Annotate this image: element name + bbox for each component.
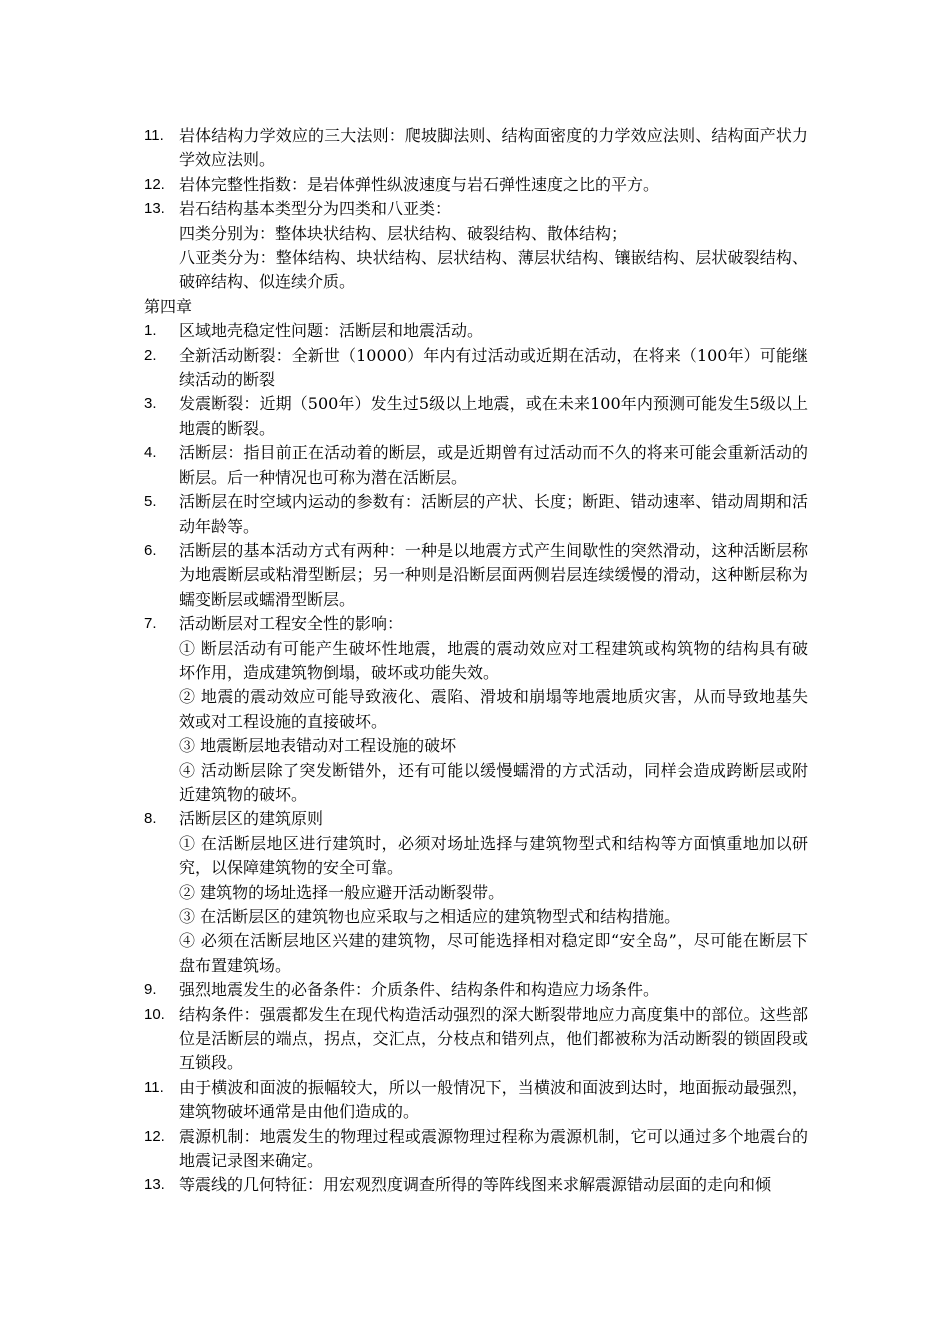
- sub-paragraph: ④ 活动断层除了突发断错外，还有可能以缓慢蠕滑的方式活动，同样会造成跨断层或附近建筑物的破坏。: [179, 760, 808, 804]
- list-item: [144, 344, 808, 393]
- item-text: 活断层区的建筑原则: [179, 809, 324, 829]
- item-number: 11.: [144, 127, 164, 144]
- item-number: 13.: [144, 1176, 165, 1194]
- item-text: 活动断层对工程安全性的影响：: [179, 614, 404, 634]
- item-number: 12.: [144, 1127, 165, 1145]
- sub-paragraph: ③ 在活断层区的建筑物也应采取与之相适应的建筑物型式和结构措施。: [179, 907, 681, 926]
- list-item: [144, 539, 808, 612]
- list-item: [144, 490, 808, 539]
- item-text: 发震断裂：近期（500年）发生过5级以上地震，或在未来100年内预测可能发生5级以上地震的断裂。: [179, 394, 808, 438]
- item-number: 10.: [144, 1005, 165, 1023]
- item-text: 活断层的基本活动方式有两种：一种是以地震方式产生间歇性的突然滑动，这种活断层称为地震断层或粘滑型断层；另一种则是沿断层面两侧岩层连续缓慢的滑动，这种断层称为蠕变断层或蠕滑型断层。: [179, 540, 808, 609]
- sub-paragraph: ② 建筑物的场址选择一般应避开活动断裂带。: [179, 882, 505, 902]
- list-item: [144, 1076, 808, 1125]
- item-text: 岩石结构基本类型分为四类和八亚类：: [179, 199, 452, 219]
- chapter-heading: 第四章: [144, 296, 193, 316]
- list-item: [144, 124, 808, 173]
- list-item: [144, 1173, 808, 1197]
- item-text: 震源机制：地震发生的物理过程或震源物理过程称为震源机制，它可以通过多个地震台的地震记录图来确定。: [179, 1126, 808, 1171]
- item-number: 6.: [144, 541, 157, 559]
- item-number: 8.: [144, 810, 157, 828]
- item-text: 区域地壳稳定性问题：活断层和地震活动。: [179, 321, 484, 341]
- sub-paragraph: ② 地震的震动效应可能导致液化、震陷、滑坡和崩塌等地震地质灾害，从而导致地基失效或对工程设施的直接破坏。: [179, 687, 808, 731]
- item-number: 4.: [144, 444, 157, 462]
- item-number: 5.: [144, 493, 157, 511]
- list-item: [144, 978, 808, 1002]
- list-item: [144, 1003, 808, 1076]
- list-item: [144, 392, 808, 441]
- list-item: [144, 807, 808, 831]
- sub-paragraph: ③ 地震断层地表错动对工程设施的破坏: [179, 736, 457, 756]
- list-item: [144, 1125, 808, 1174]
- sub-paragraph: ① 断层活动有可能产生破坏性地震，地震的震动效应对工程建筑或构筑物的结构具有破坏作用，造成建筑物倒塌，破坏或功能失效。: [179, 638, 808, 682]
- item-text: 全新活动断裂：全新世（10000）年内有过活动或近期在活动，在将来（100年）可能继续活动的断裂: [179, 345, 808, 390]
- item-text: 强烈地震发生的必备条件：介质条件、结构条件和构造应力场条件。: [179, 980, 660, 1000]
- item-text: 活断层：指目前正在活动着的断层，或是近期曾有过活动而不久的将来可能会重新活动的断层。后一种情况也可称为潜在活断层。: [179, 443, 808, 487]
- item-number: 11.: [144, 1078, 164, 1096]
- item-text: 由于横波和面波的振幅较大，所以一般情况下，当横波和面波到达时，地面振动最强烈，建筑物破坏通常是由他们造成的。: [179, 1077, 808, 1122]
- document-body: [144, 124, 808, 1198]
- item-text: 岩体结构力学效应的三大法则：爬坡脚法则、结构面密度的力学效应法则、结构面产状力学效应法则。: [179, 126, 808, 170]
- list-item: [144, 173, 808, 197]
- list-item: [144, 441, 808, 490]
- item-text: 活断层在时空域内运动的参数有：活断层的产状、长度；断距、错动速率、错动周期和活动年龄等。: [179, 492, 808, 536]
- item-number: 13.: [144, 200, 165, 218]
- list-item: [144, 197, 808, 221]
- item-number: 3.: [144, 395, 157, 413]
- item-text: 等震线的几何特征：用宏观烈度调查所得的等阵线图来求解震源错动层面的走向和倾: [179, 1175, 772, 1195]
- item-text: 结构条件：强震都发生在现代构造活动强烈的深大断裂带地应力高度集中的部位。这些部位是活断层的端点，拐点，交汇点，分枝点和错列点，他们都被称为活动断裂的锁固段或互锁段。: [179, 1004, 808, 1073]
- sub-paragraph: 四类分别为：整体块状结构、层状结构、破裂结构、散体结构；: [179, 223, 628, 243]
- sub-paragraph: 八亚类分为：整体结构、块状结构、层状结构、薄层状结构、镶嵌结构、层状破裂结构、破碎结构、似连续介质。: [179, 248, 808, 292]
- list-item: [144, 612, 808, 636]
- item-text: 岩体完整性指数：是岩体弹性纵波速度与岩石弹性速度之比的平方。: [179, 174, 660, 194]
- item-number: 12.: [144, 175, 165, 193]
- item-number: 2.: [144, 346, 157, 364]
- sub-paragraph: ④ 必须在活断层地区兴建的建筑物，尽可能选择相对稳定即“安全岛”，尽可能在断层下盘布置建筑场。: [179, 931, 808, 975]
- item-number: 1.: [144, 322, 157, 340]
- item-number: 9.: [144, 981, 157, 999]
- item-number: 7.: [144, 615, 157, 633]
- sub-paragraph: ① 在活断层地区进行建筑时，必须对场址选择与建筑物型式和结构等方面慎重地加以研究，以保障建筑物的安全可靠。: [179, 833, 808, 878]
- list-item: [144, 319, 808, 343]
